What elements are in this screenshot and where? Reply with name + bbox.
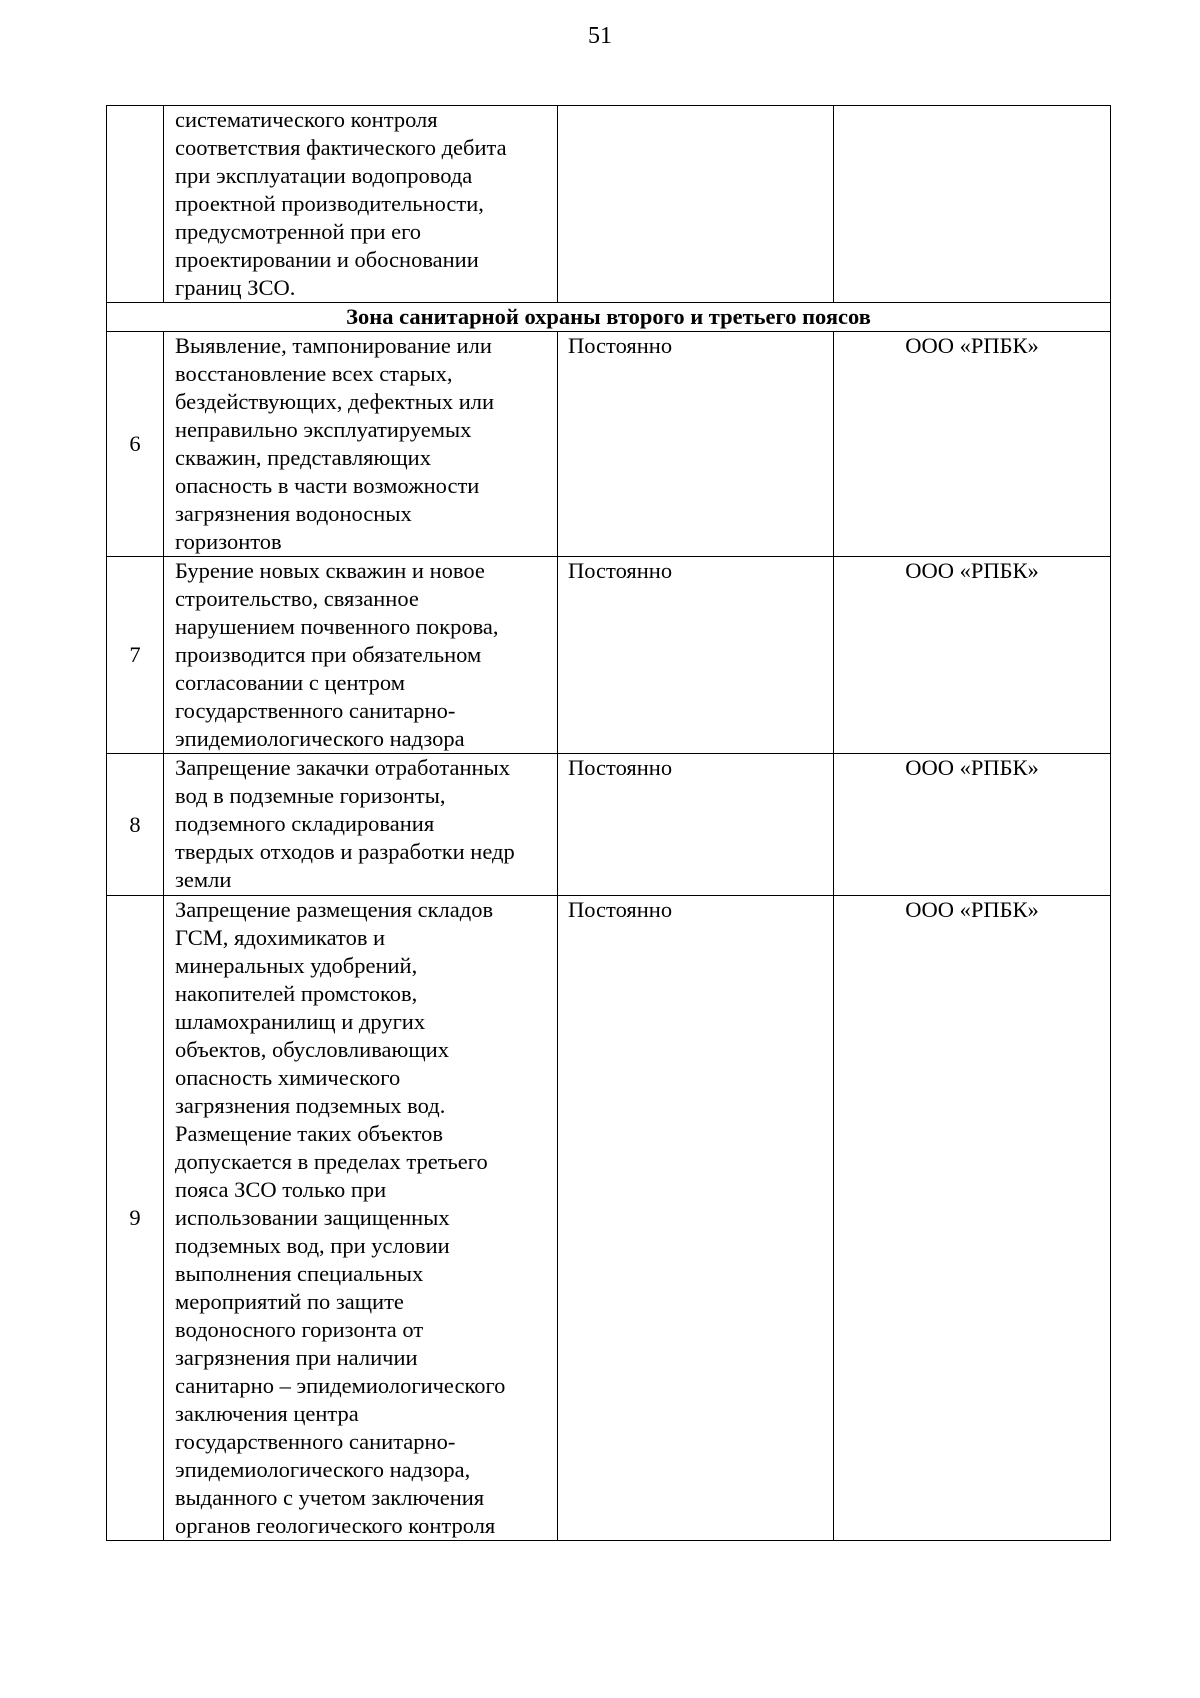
table-row — [107, 754, 1111, 896]
row-number-cell — [107, 106, 164, 303]
measure-text: систематического контроля соответствия фактического дебита при эксплуатации водопровода проектной производительности, предусмотренной при его проектировании и обосновании границ ЗСО. — [175, 107, 507, 300]
measure-text-cell — [164, 332, 558, 557]
responsible-cell: ООО «РПБК» — [834, 754, 1111, 896]
period-cell — [558, 106, 834, 303]
row-number-cell: 8 — [107, 754, 164, 896]
measure-text: Выявление, тампонирование или восстановление всех старых, бездействующих, дефектных или неправильно эксплуатируемых скважин, представляющих опасность в части возможности загрязнения водоносных горизонтов — [175, 333, 495, 554]
table-row-continuation — [107, 106, 1111, 303]
row-number-cell: 6 — [107, 332, 164, 557]
measure-text: Запрещение закачки отработанных вод в подземные горизонты, подземного складирования твердых отходов и разработки недр земли — [175, 755, 515, 892]
measures-table — [106, 105, 1111, 1541]
section-header-row — [107, 303, 1111, 332]
table-row — [107, 557, 1111, 754]
table-row — [107, 896, 1111, 1541]
page-number: 51 — [588, 23, 612, 49]
period-cell: Постоянно — [558, 896, 834, 1541]
measure-text: Бурение новых скважин и новое строительство, связанное нарушением почвенного покрова, производится при обязательном согласовании с центром государственного санитарно- эпидемиологического надзора — [175, 558, 499, 751]
section-title: Зона санитарной охраны второго и третьего поясов — [107, 303, 1111, 332]
table-row — [107, 332, 1111, 557]
responsible-cell: ООО «РПБК» — [834, 557, 1111, 754]
responsible-cell: ООО «РПБК» — [834, 332, 1111, 557]
responsible-cell: ООО «РПБК» — [834, 896, 1111, 1541]
measure-text: Запрещение размещения складов ГСМ, ядохимикатов и минеральных удобрений, накопителей промстоков, шламохранилищ и других объектов, обусловливающих опасность химического загрязнения подземных вод. Размещение таких объектов допускается в пределах третьего пояса ЗСО только при использовании защищенных подземных вод, при условии выполнения специальных мероприятий по защите водоносного горизонта от загрязнения при наличии санитарно – эпидемиологического заключения центра государственного санитарно- эпидемиологического надзора, выданного с учетом заключения органов геологического контроля — [175, 897, 506, 1538]
measure-text-cell — [164, 557, 558, 754]
period-cell: Постоянно — [558, 557, 834, 754]
row-number-cell: 7 — [107, 557, 164, 754]
measure-text-cell — [164, 106, 558, 303]
responsible-cell — [834, 106, 1111, 303]
period-cell: Постоянно — [558, 754, 834, 896]
measure-text-cell — [164, 896, 558, 1541]
period-cell: Постоянно — [558, 332, 834, 557]
measure-text-cell — [164, 754, 558, 896]
row-number-cell: 9 — [107, 896, 164, 1541]
